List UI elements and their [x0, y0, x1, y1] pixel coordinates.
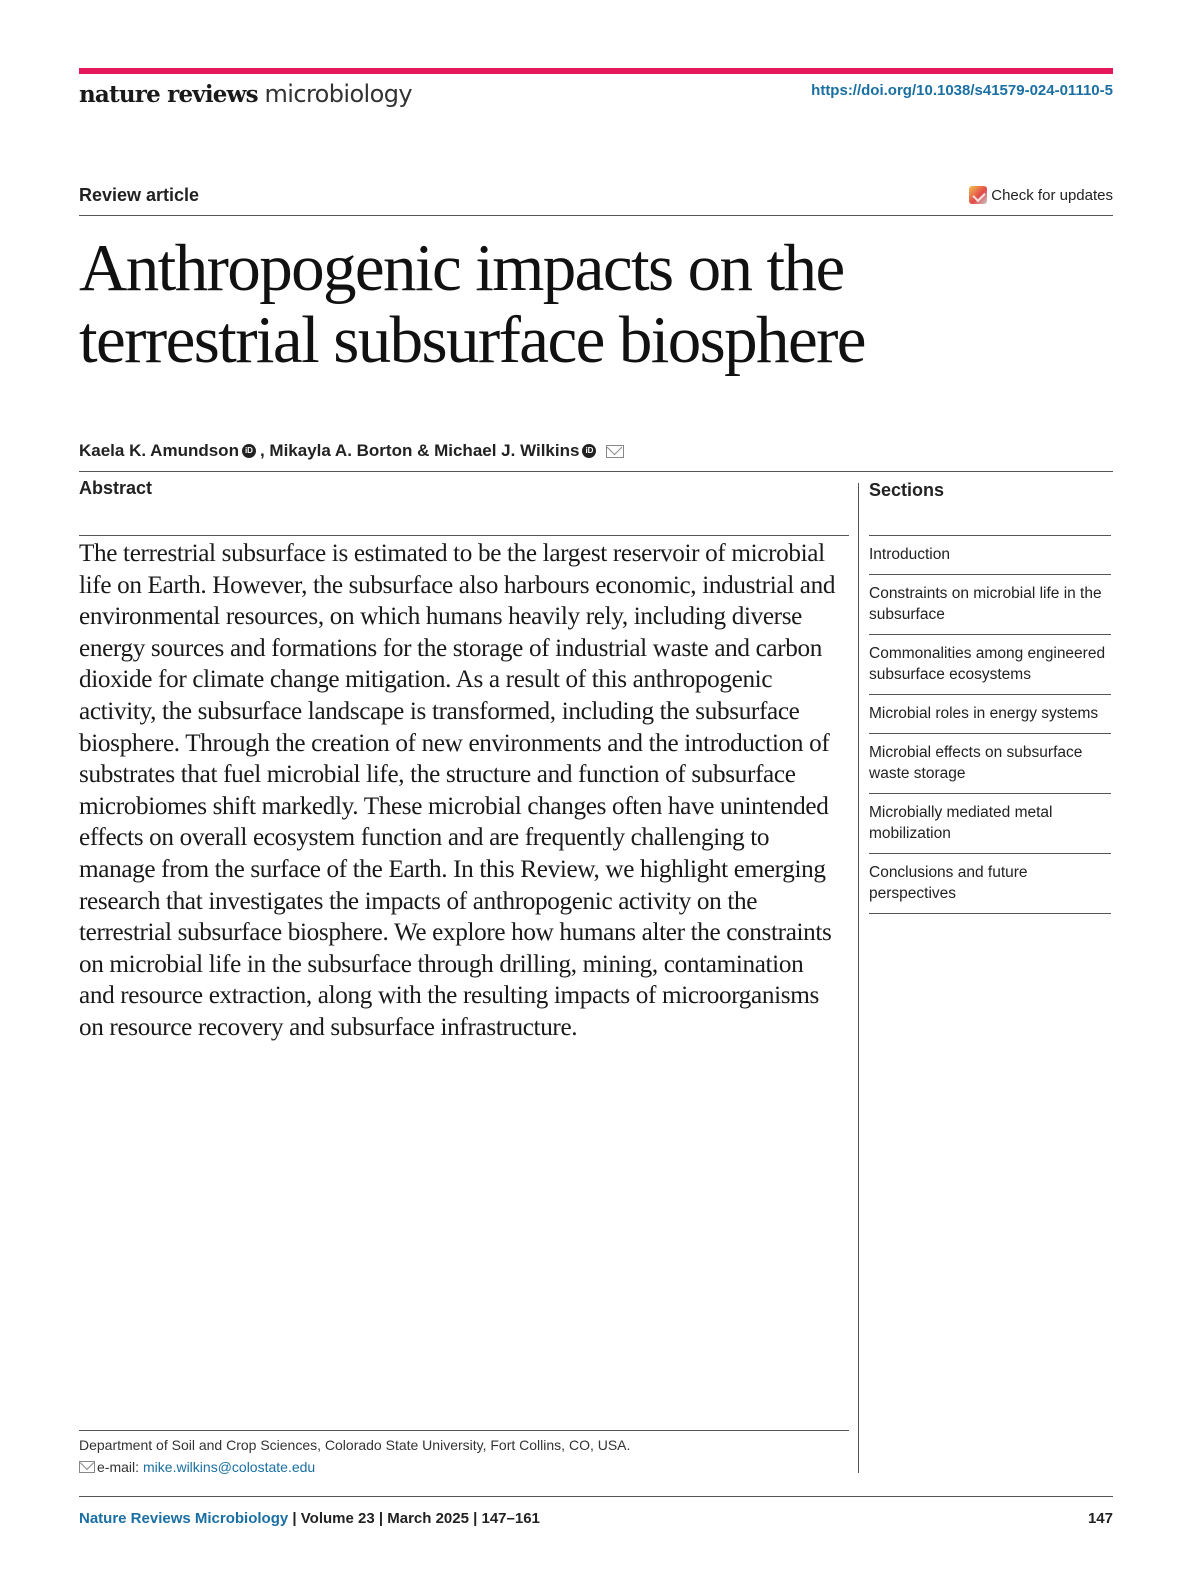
author-name[interactable]: Mikayla A. Borton [269, 441, 413, 460]
footer-date: March 2025 [387, 1510, 469, 1527]
journal-logo [79, 78, 412, 109]
section-link[interactable]: Microbially mediated metal mobilization [869, 794, 1111, 854]
doi-link[interactable]: https://doi.org/10.1038/s41579-024-01110-5 [811, 82, 1113, 99]
footer-sep: | [292, 1510, 301, 1527]
author-name[interactable]: Kaela K. Amundson [79, 441, 239, 460]
divider [79, 1430, 849, 1431]
title-line-1: Anthropogenic impacts on the [79, 231, 844, 305]
abstract-text: The terrestrial subsurface is estimated to be the largest reservoir of microbial life on Earth. However, the subsurface also harbours economic, industrial and environmental resources, on which humans heavily rely, including diverse energy sources and formations for the storage of industrial waste and carbon dioxide for climate change mitigation. As a result of this anthropogenic activity, the subsurface landscape is transformed, including the subsurface biosphere. Through the creation of new environments and the introduction of substrates that fuel microbial life, the structure and function of subsurface microbiomes shift markedly. These microbial changes often have unintended effects on overall ecosystem function and are frequently challenging to manage from the surface of the Earth. In this Review, we highlight emerging research that investigates the impacts of anthropogenic activity on the terrestrial subsurface biosphere. We explore how humans alter the constraints on microbial life in the subsurface through drilling, mining, contamination and resource extraction, along with the resulting impacts of microorganisms on resource recovery and subsurface infrastructure. [79, 540, 836, 1041]
orcid-icon[interactable]: iD [582, 444, 596, 458]
section-link[interactable]: Introduction [869, 536, 1111, 575]
divider [79, 535, 849, 536]
sections-heading: Sections [869, 480, 945, 500]
footer-volume: Volume 23 [300, 1510, 375, 1527]
section-link[interactable]: Conclusions and future perspectives [869, 854, 1111, 914]
sections-list [869, 535, 1111, 914]
section-link[interactable]: Commonalities among engineered subsurface ecosystems [869, 635, 1111, 695]
author-separator: & [412, 441, 435, 460]
divider [79, 1496, 1113, 1497]
email-link[interactable]: mike.wilkins@colostate.edu [143, 1459, 316, 1475]
footer-pages: 147–161 [481, 1510, 540, 1527]
section-link[interactable]: Microbial effects on subsurface waste storage [869, 734, 1111, 794]
divider [79, 471, 1113, 472]
mail-icon [79, 1461, 95, 1473]
journal-accent-bar [79, 68, 1113, 74]
title-line-2: terrestrial subsurface biosphere [79, 303, 865, 377]
abstract-heading: Abstract [79, 478, 153, 498]
section-link[interactable]: Constraints on microbial life in the subsurface [869, 575, 1111, 635]
author-list [79, 441, 624, 461]
article-type: Review article [79, 185, 200, 205]
author-name[interactable]: Michael J. Wilkins [434, 441, 580, 460]
author-separator: , [259, 441, 270, 460]
footer-sep: | [378, 1510, 388, 1527]
email-label: e-mail: [97, 1459, 140, 1475]
check-updates-icon [969, 186, 987, 204]
footer-sep: | [473, 1510, 482, 1527]
mail-icon[interactable] [606, 445, 624, 458]
article-title [79, 232, 1079, 376]
citation-footer [79, 1510, 540, 1527]
footer-journal[interactable]: Nature Reviews Microbiology [79, 1510, 289, 1527]
page-number: 147 [1087, 1510, 1113, 1527]
check-updates-label: Check for updates [991, 186, 1113, 204]
divider [79, 215, 1113, 216]
orcid-icon[interactable]: iD [242, 444, 256, 458]
journal-logo-bold: nature reviews [79, 81, 258, 108]
check-for-updates-button[interactable] [969, 186, 1113, 204]
journal-logo-light: microbiology [264, 80, 412, 108]
email-line [79, 1459, 315, 1475]
column-divider [858, 483, 859, 1473]
section-link[interactable]: Microbial roles in energy systems [869, 695, 1111, 734]
affiliation: Department of Soil and Crop Sciences, Colorado State University, Fort Collins, CO, USA. [79, 1437, 631, 1453]
